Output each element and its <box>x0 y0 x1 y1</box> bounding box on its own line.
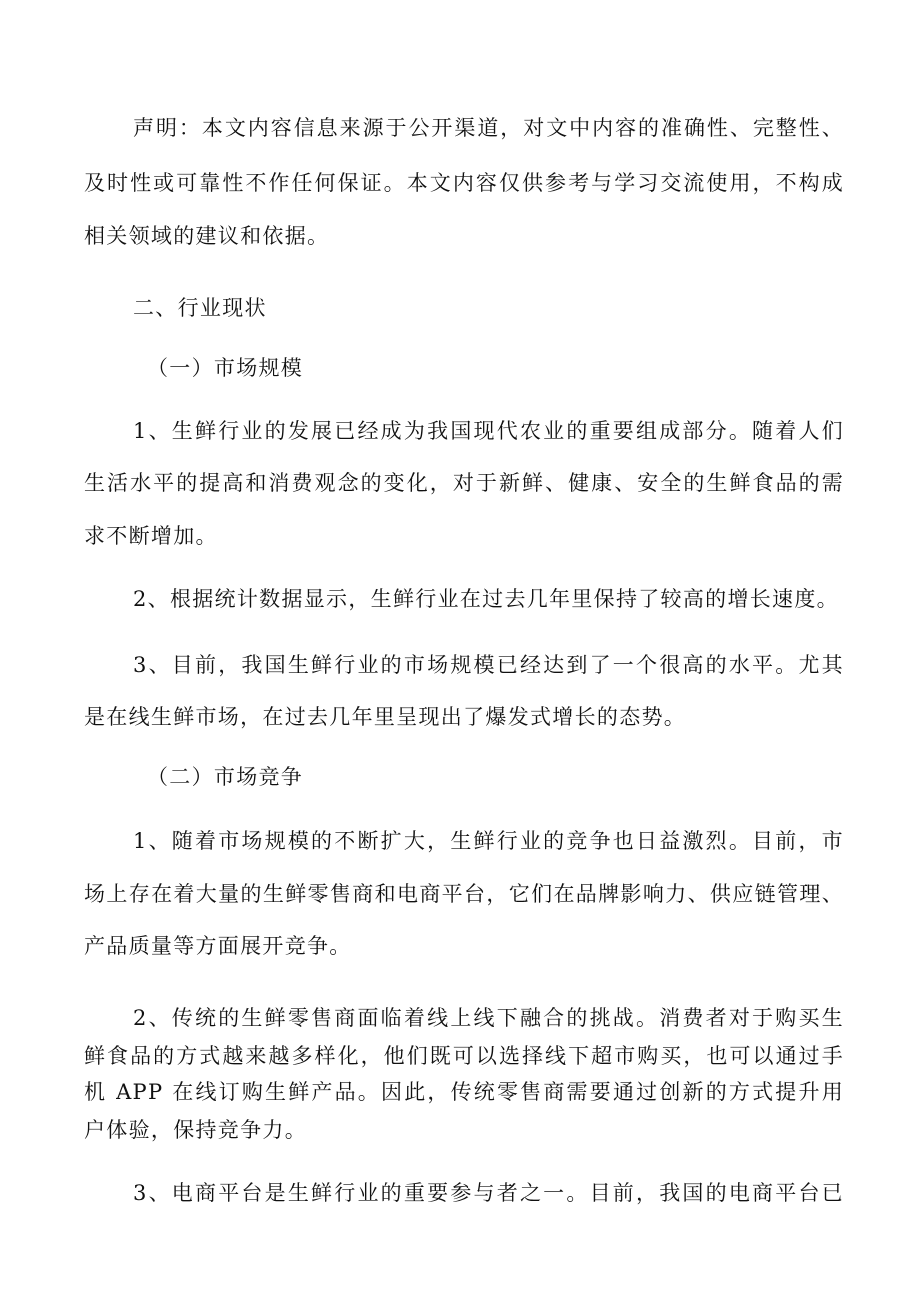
disclaimer-line-1: 声明：本文内容信息来源于公开渠道，对文中内容的准确性、完整性、 <box>133 116 844 140</box>
market-size-p3-line-1: 3、目前，我国生鲜行业的市场规模已经达到了一个很高的水平。尤其 <box>133 653 844 677</box>
market-size-p1-line-1: 1、生鲜行业的发展已经成为我国现代农业的重要组成部分。随着人们 <box>133 419 844 443</box>
competition-p1-line-2: 场上存在着大量的生鲜零售商和电商平台，它们在品牌影响力、供应链管理、 <box>84 882 844 906</box>
section-heading-industry-status: 二、行业现状 <box>133 296 267 320</box>
disclaimer-line-3: 相关领域的建议和依据。 <box>84 224 330 248</box>
subsection-heading-market-competition: （二）市场竞争 <box>147 765 304 789</box>
competition-p3-line-1: 3、电商平台是生鲜行业的重要参与者之一。目前，我国的电商平台已 <box>133 1181 844 1205</box>
competition-p2-line-3: 机 APP 在线订购生鲜产品。因此，传统零售商需要通过创新的方式提升用 <box>84 1080 844 1104</box>
competition-p2-line-4: 户体验，保持竞争力。 <box>84 1118 307 1142</box>
market-size-p2-line-1: 2、根据统计数据显示，生鲜行业在过去几年里保持了较高的增长速度。 <box>133 587 839 611</box>
subsection-heading-market-size: （一）市场规模 <box>147 356 304 380</box>
market-size-p1-line-3: 求不断增加。 <box>84 524 218 548</box>
competition-p2-line-2: 鲜食品的方式越来越多样化，他们既可以选择线下超市购买，也可以通过手 <box>84 1044 844 1068</box>
competition-p1-line-1: 1、随着市场规模的不断扩大，生鲜行业的竞争也日益激烈。目前，市 <box>133 829 844 853</box>
market-size-p1-line-2: 生活水平的提高和消费观念的变化，对于新鲜、健康、安全的生鲜食品的需 <box>84 471 844 495</box>
competition-p2-line-1: 2、传统的生鲜零售商面临着线上线下融合的挑战。消费者对于购买生 <box>133 1006 844 1030</box>
market-size-p3-line-2: 是在线生鲜市场，在过去几年里呈现出了爆发式增长的态势。 <box>84 705 687 729</box>
disclaimer-line-2: 及时性或可靠性不作任何保证。本文内容仅供参考与学习交流使用，不构成 <box>84 171 844 195</box>
competition-p1-line-3: 产品质量等方面展开竞争。 <box>84 934 352 958</box>
